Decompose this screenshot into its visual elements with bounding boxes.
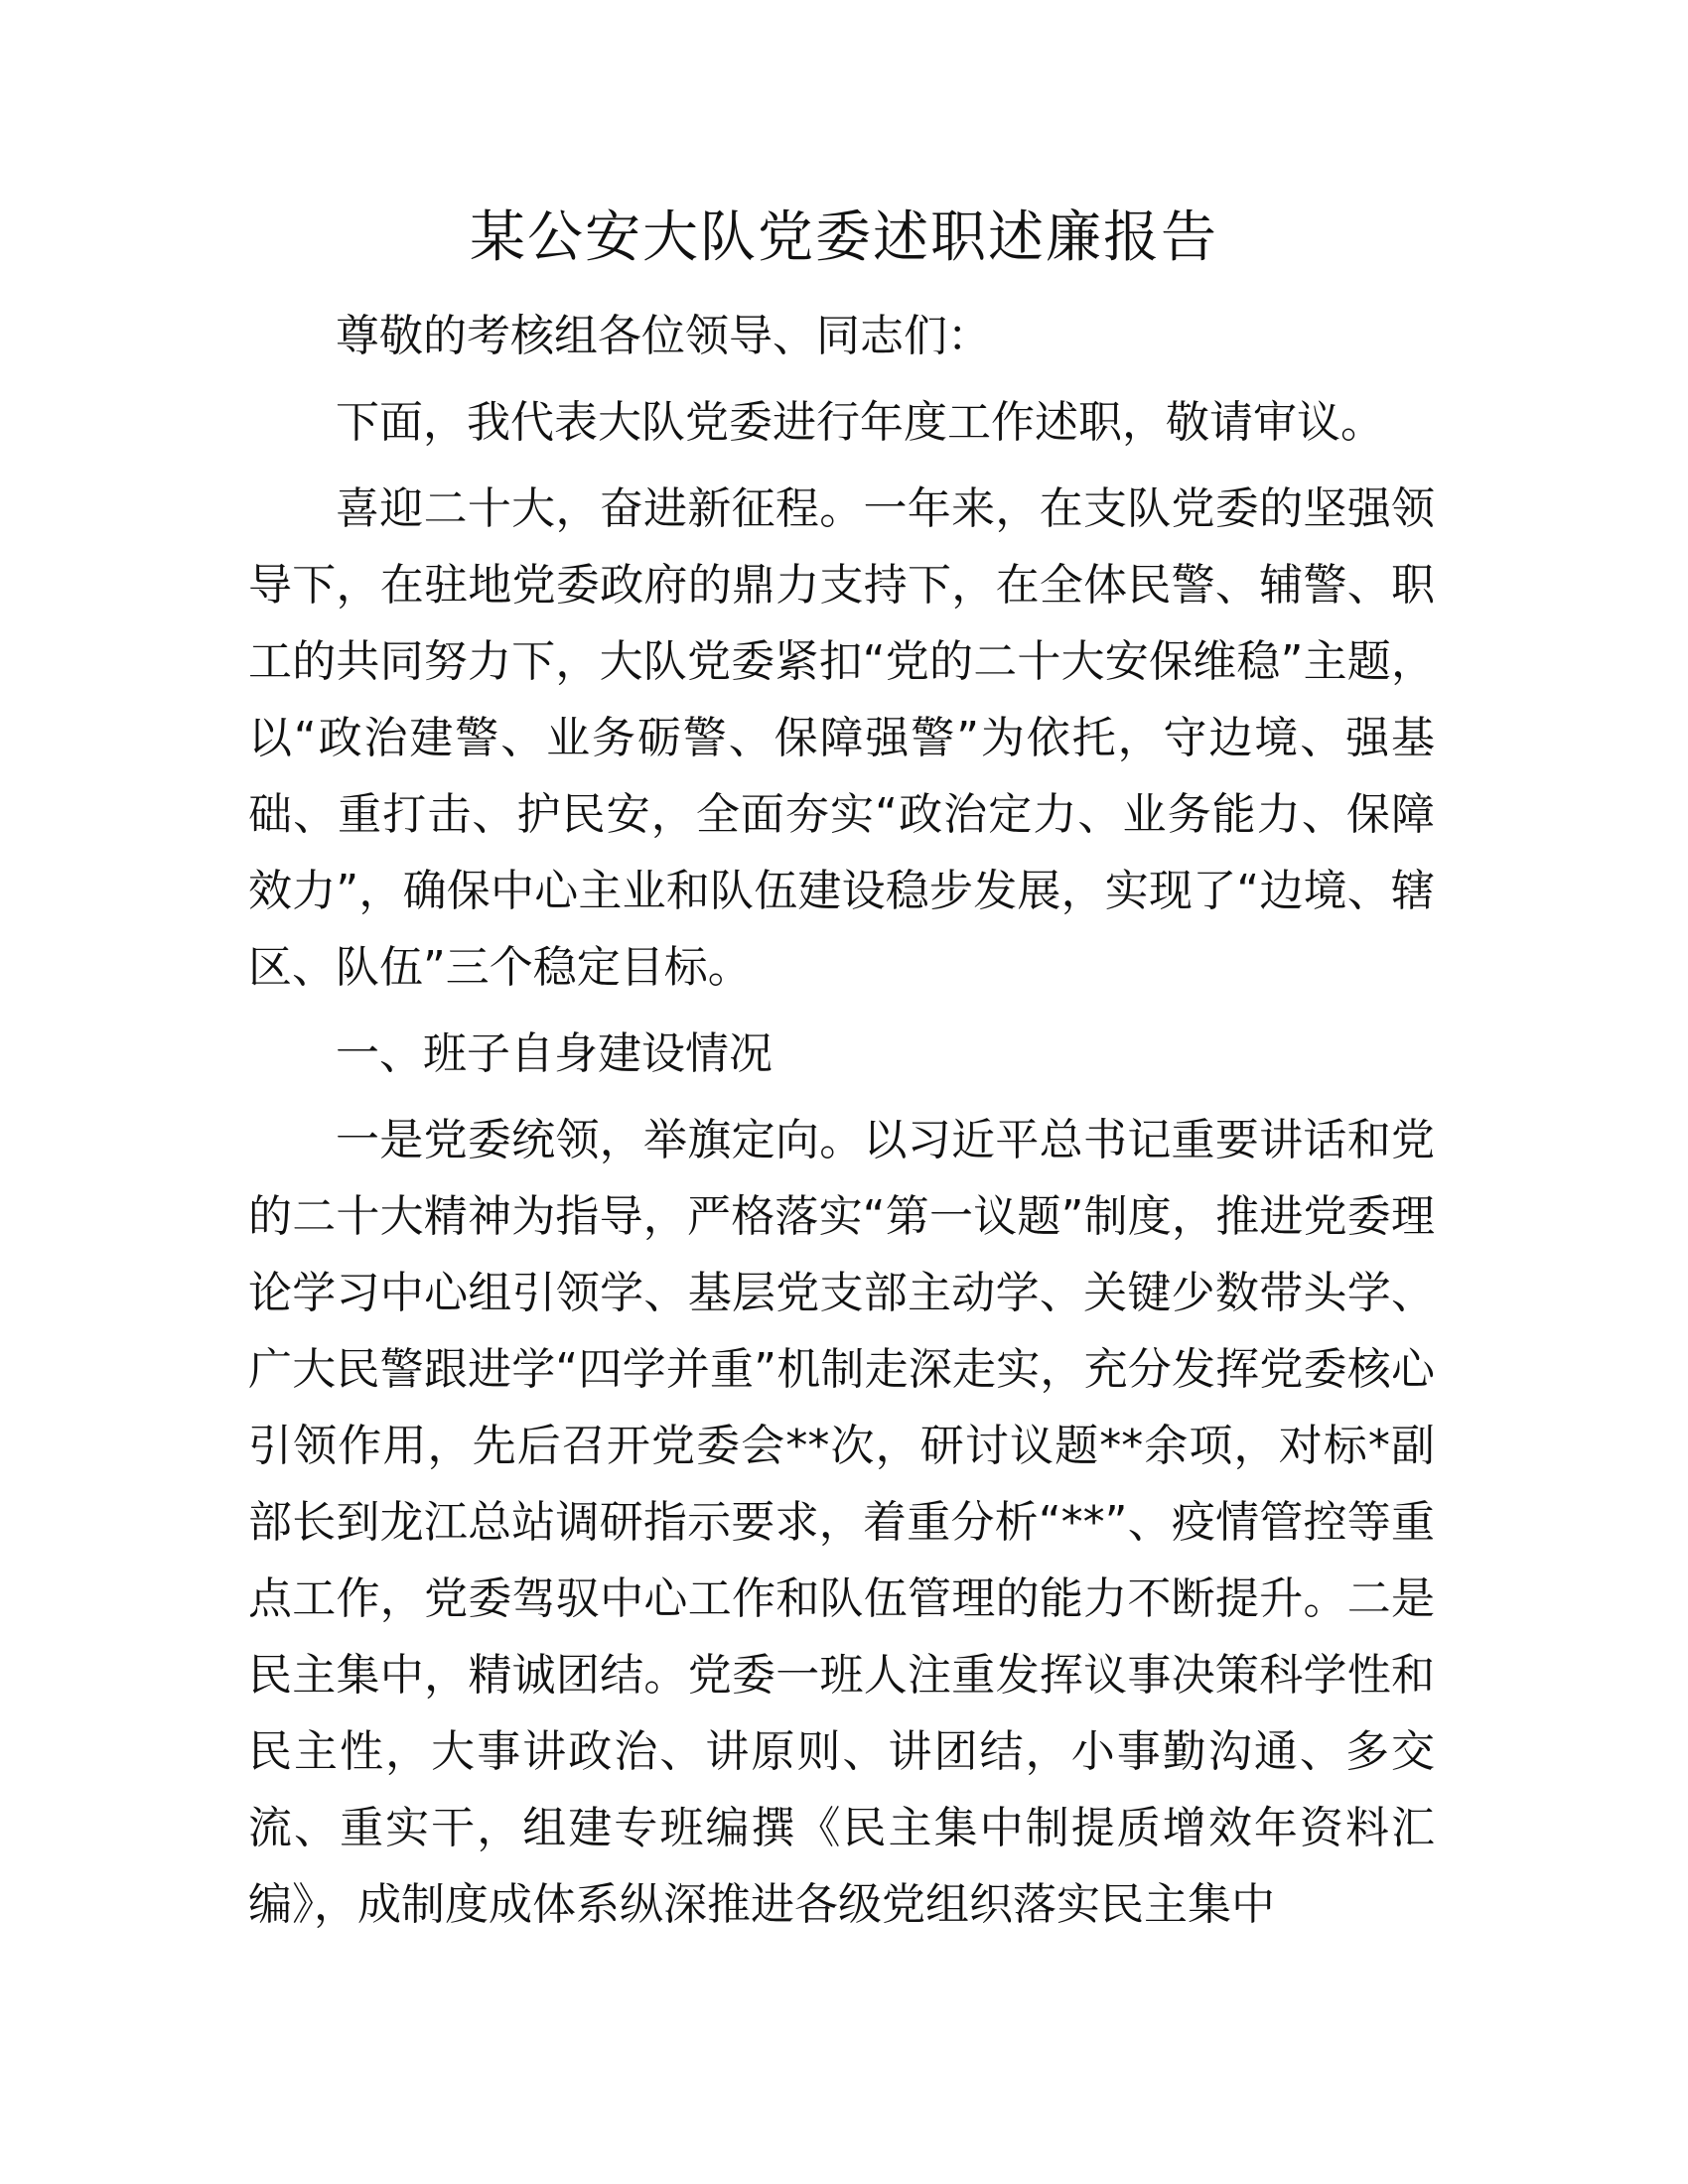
document-body [248, 298, 1435, 1953]
intro-paragraph: 下面，我代表大队党委进行年度工作述职，敬请审议。 [336, 397, 1384, 448]
salutation-paragraph: 尊敬的考核组各位领导、同志们： [336, 311, 991, 361]
document-title: 某公安大队党委述职述廉报告 [470, 205, 1218, 270]
section-heading: 一、班子自身建设情况 [336, 1028, 773, 1079]
section-body-paragraph: 一是党委统领，举旗定向。以习近平总书记重要讲话和党的二十大精神为指导，严格落实“第一议题”制度，推进党委理论学习中心组引领学、基层党支部主动学、关键少数带头学、广大民警跟进学“四学并重”机制走深走实，充分发挥党委核心引领作用，先后召开党委会**次，研讨议题**余项，对标*副部长到龙江总站调研指示要求，着重分析“**”、疫情管控等重点工作，党委驾驭中心工作和队伍管理的能力不断提升。二是民主集中，精诚团结。党委一班人注重发挥议事决策科学性和民主性，大事讲政治、讲原则、讲团结，小事勤沟通、多交流、重实干，组建专班编撰《民主集中制提质增效年资料汇编》，成制度成体系纵深推进各级党组织落实民主集中 [248, 1115, 1435, 1930]
summary-paragraph: 喜迎二十大，奋进新征程。一年来，在支队党委的坚强领导下，在驻地党委政府的鼎力支持下，在全体民警、辅警、职工的共同努力下，大队党委紧扣“党的二十大安保维稳”主题，以“政治建警、业务砺警、保障强警”为依托，守边境、强基础、重打击、护民安，全面夯实“政治定力、业务能力、保障效力”，确保中心主业和队伍建设稳步发展，实现了“边境、辖区、队伍”三个稳定目标。 [248, 483, 1435, 993]
